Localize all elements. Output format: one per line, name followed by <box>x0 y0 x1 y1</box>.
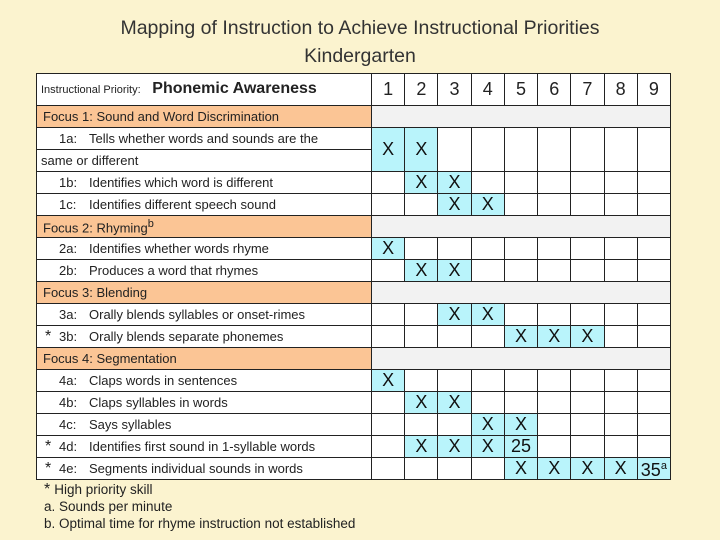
mark-3b-col7: X <box>571 326 604 348</box>
high-priority-star: * <box>45 438 52 455</box>
cell-1b-col1 <box>372 172 405 194</box>
header-row <box>37 74 671 106</box>
skill-4e-label <box>37 458 372 480</box>
skill-row-4a <box>37 370 671 392</box>
skill-3b-text: Orally blends separate phonemes <box>89 329 284 344</box>
skill-3a-text: Orally blends syllables or onset-rimes <box>89 307 306 322</box>
mark-1b-col2: X <box>405 172 438 194</box>
focus-2-label <box>37 216 372 238</box>
mark-4e-col8: X <box>604 458 637 480</box>
skill-1a-code: 1a: <box>59 131 78 146</box>
focus-row-3 <box>37 282 671 304</box>
skill-4c-label <box>37 414 372 436</box>
cell-1a-col7 <box>571 128 604 172</box>
skill-1a-label <box>37 128 372 150</box>
mark-3b-col6: X <box>538 326 571 348</box>
skill-1a-text: Tells whether words and sounds are the <box>89 131 319 146</box>
skill-row-1b <box>37 172 671 194</box>
value-4d-col5: 25 <box>504 436 537 458</box>
skill-2a-code: 2a: <box>59 241 78 256</box>
skill-4e-code <box>41 462 89 475</box>
mark-2b-col3: X <box>438 260 471 282</box>
skill-row-3a <box>37 304 671 326</box>
skill-3a-code: 3a: <box>59 307 78 322</box>
skill-1a-continuation: same or different <box>37 150 372 172</box>
focus-3-blank <box>372 282 671 304</box>
cell-1a-col5 <box>504 128 537 172</box>
skill-4a-text: Claps words in sentences <box>89 373 238 388</box>
skill-1c-code: 1c: <box>59 197 77 212</box>
cell-1a-col3 <box>438 128 471 172</box>
focus-row-1 <box>37 106 671 128</box>
mark-4c-col5: X <box>504 414 537 436</box>
skill-4d-text: Identifies first sound in 1-syllable words <box>89 439 316 454</box>
mark-4e-col5: X <box>504 458 537 480</box>
column-header-2: 2 <box>405 74 438 106</box>
skill-3b-label <box>37 326 372 348</box>
cell-1a-col9 <box>637 128 670 172</box>
column-header-8: 8 <box>604 74 637 106</box>
value-4e-col9 <box>637 458 670 480</box>
focus-1-label: Focus 1: Sound and Word Discrimination <box>37 106 372 128</box>
skill-row-4d <box>37 436 671 458</box>
footnotes <box>44 481 355 532</box>
mark-4c-col4: X <box>471 414 504 436</box>
skill-4d-code-text: 4d: <box>59 439 78 454</box>
skill-2b-code: 2b: <box>59 263 78 278</box>
focus-2-footnote: b <box>147 218 154 231</box>
mark-1a-col2: X <box>405 128 438 172</box>
page-title: Mapping of Instruction to Achieve Instructional Priorities <box>120 17 600 39</box>
focus-2-blank <box>372 216 671 238</box>
footnote-star <box>44 481 355 498</box>
skill-row-4c <box>37 414 671 436</box>
priority-value: Phonemic Awareness <box>152 80 317 97</box>
skill-4a-code: 4a: <box>59 373 78 388</box>
skill-row-4b <box>37 392 671 414</box>
column-header-7: 7 <box>571 74 604 106</box>
mark-1a-col1: X <box>372 128 405 172</box>
column-header-3: 3 <box>438 74 471 106</box>
mark-4b-col3: X <box>438 392 471 414</box>
mark-4e-col7: X <box>571 458 604 480</box>
skill-4c-code: 4c: <box>59 417 77 432</box>
footnote-b: b. Optimal time for rhyme instruction not established <box>44 516 356 531</box>
cell-1a-col6 <box>538 128 571 172</box>
column-header-6: 6 <box>538 74 571 106</box>
mark-4d-col2: X <box>405 436 438 458</box>
skill-1b-text: Identifies which word is different <box>89 175 274 190</box>
focus-4-label: Focus 4: Segmentation <box>37 348 372 370</box>
mark-1b-col3: X <box>438 172 471 194</box>
skill-4b-code: 4b: <box>59 395 78 410</box>
skill-1c-label <box>37 194 372 216</box>
skill-1b-label <box>37 172 372 194</box>
skill-row-3b <box>37 326 671 348</box>
focus-3-label: Focus 3: Blending <box>37 282 372 304</box>
focus-1-blank <box>372 106 671 128</box>
skill-1b-code: 1b: <box>59 175 78 190</box>
header-priority-cell <box>37 74 372 106</box>
mark-3b-col5: X <box>504 326 537 348</box>
mark-4e-col6: X <box>538 458 571 480</box>
skill-4e-code-text: 4e: <box>59 461 78 476</box>
skill-3a-label <box>37 304 372 326</box>
skill-4b-label <box>37 392 372 414</box>
skill-4c-text: Says syllables <box>89 417 172 432</box>
mark-2a-col1: X <box>372 238 405 260</box>
skill-3b-code <box>41 330 89 343</box>
skill-4b-text: Claps syllables in words <box>89 395 228 410</box>
focus-2-text: Focus 2: Rhyming <box>43 220 148 236</box>
cell-1a-col4 <box>471 128 504 172</box>
cell-1a-col8 <box>604 128 637 172</box>
value-4e-footnote: a <box>660 460 667 472</box>
column-header-4: 4 <box>471 74 504 106</box>
skill-2a-text: Identifies whether words rhyme <box>89 241 269 256</box>
skill-2b-label <box>37 260 372 282</box>
mark-4d-col4: X <box>471 436 504 458</box>
skill-4e-text: Segments individual sounds in words <box>89 461 303 476</box>
focus-row-2 <box>37 216 671 238</box>
skill-row-1c <box>37 194 671 216</box>
priority-label: Instructional Priority: <box>41 84 141 96</box>
value-4e-number: 35 <box>640 460 661 480</box>
mark-1c-col3: X <box>438 194 471 216</box>
mark-1c-col4: X <box>471 194 504 216</box>
page-subtitle: Kindergarten <box>304 45 416 67</box>
skill-row-2a <box>37 238 671 260</box>
skill-3b-code-text: 3b: <box>59 329 78 344</box>
footnote-star-symbol: * <box>44 481 51 498</box>
footnote-a: a. Sounds per minute <box>44 499 173 514</box>
skill-row-4e <box>37 458 671 480</box>
skill-4a-label <box>37 370 372 392</box>
instruction-mapping-table <box>36 73 671 480</box>
skill-row-1a <box>37 128 671 150</box>
mark-4d-col3: X <box>438 436 471 458</box>
skill-1c-text: Identifies different speech sound <box>89 197 276 212</box>
skill-row-2b <box>37 260 671 282</box>
focus-4-blank <box>372 348 671 370</box>
skill-2a-label <box>37 238 372 260</box>
high-priority-star: * <box>45 460 52 477</box>
column-header-9: 9 <box>637 74 670 106</box>
column-header-1: 1 <box>372 74 405 106</box>
skill-4d-code <box>41 440 89 453</box>
mark-3a-col3: X <box>438 304 471 326</box>
skill-4d-label <box>37 436 372 458</box>
column-header-5: 5 <box>504 74 537 106</box>
footnote-star-text: High priority skill <box>54 482 153 497</box>
skill-2b-text: Produces a word that rhymes <box>89 263 259 278</box>
mark-3a-col4: X <box>471 304 504 326</box>
focus-row-4 <box>37 348 671 370</box>
mark-2b-col2: X <box>405 260 438 282</box>
mark-4b-col2: X <box>405 392 438 414</box>
mark-4a-col1: X <box>372 370 405 392</box>
high-priority-star: * <box>45 328 52 345</box>
